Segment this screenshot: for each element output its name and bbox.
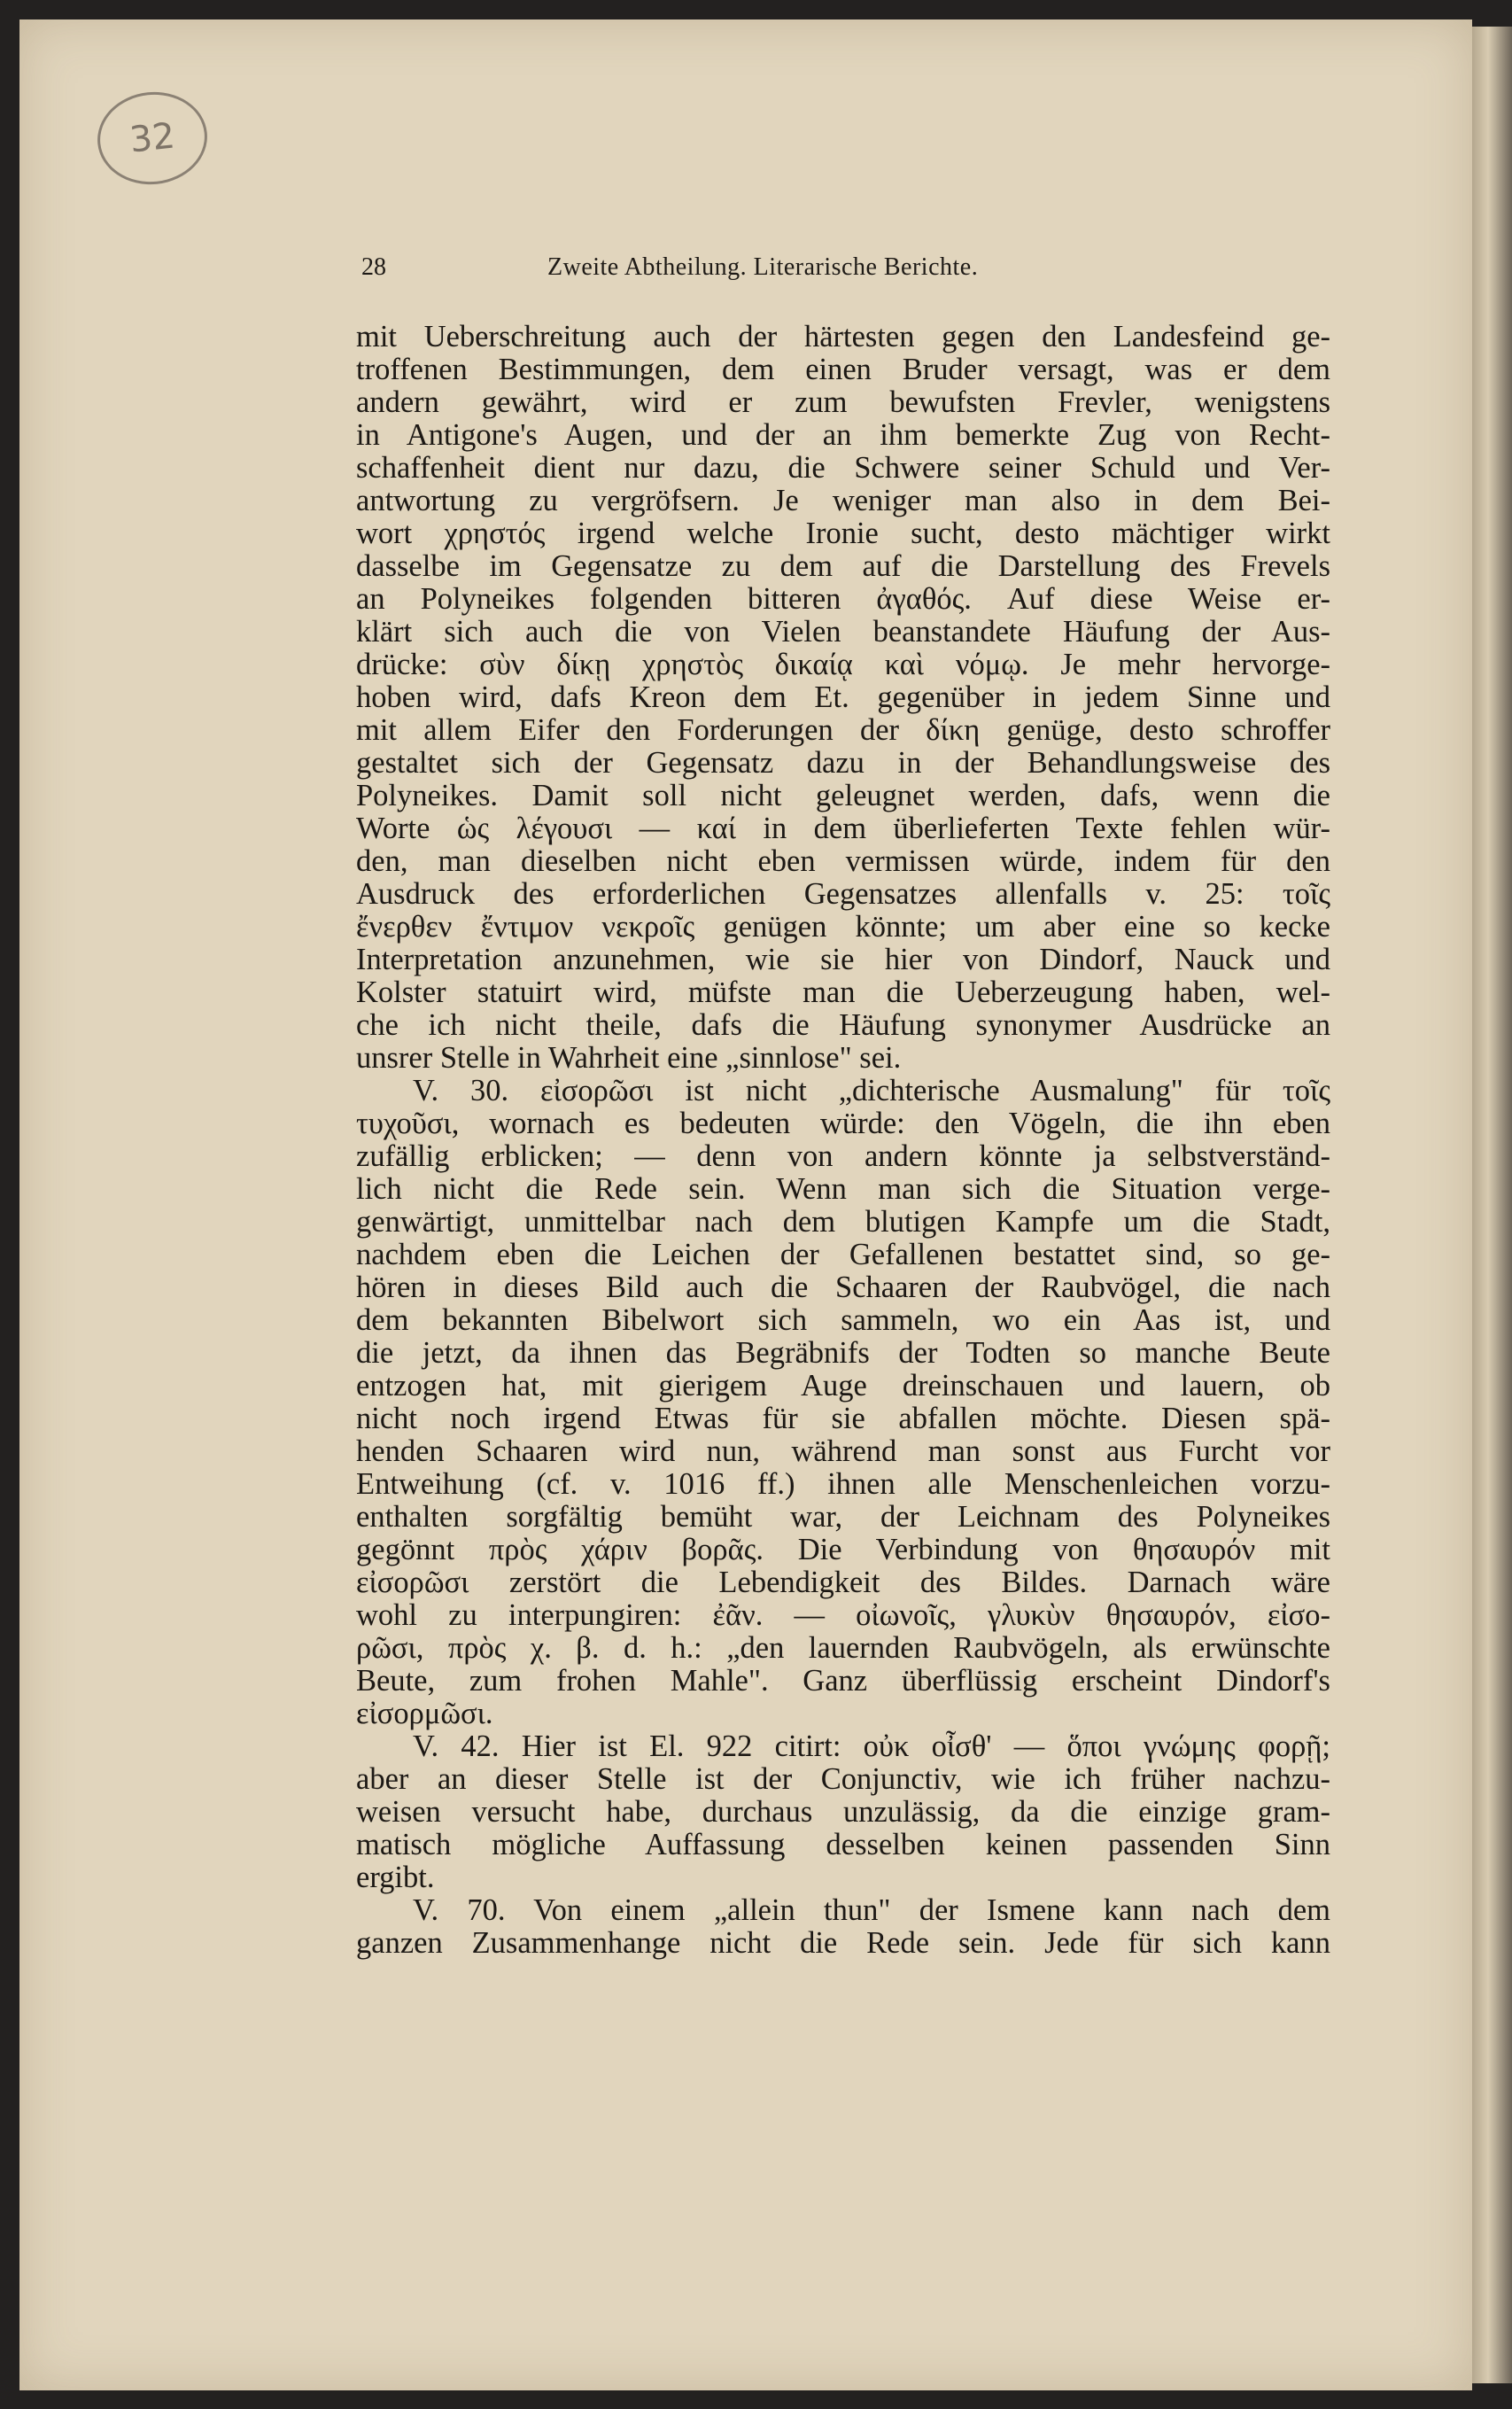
text-line: die jetzt, da ihnen das Begräbnifs der Todten so manche Beute — [356, 1336, 1330, 1370]
text-line: ergibt. — [356, 1861, 435, 1894]
document-page — [19, 19, 1472, 2390]
text-line: nicht noch irgend Etwas für sie abfallen möchte. Diesen spä- — [356, 1402, 1330, 1435]
text-line: Entweihung (cf. v. 1016 ff.) ihnen alle Menschenleichen vorzu- — [356, 1467, 1330, 1501]
text-line: schaffenheit dient nur dazu, die Schwere seiner Schuld und Ver- — [356, 451, 1330, 485]
text-line: dasselbe im Gegensatze zu dem auf die Darstellung des Frevels — [356, 549, 1330, 583]
text-line: ρῶσι, πρὸς χ. β. d. h.: „den lauernden Raubvögeln, als erwünschte — [356, 1631, 1330, 1665]
text-line: unsrer Stelle in Wahrheit eine „sinnlose" sei. — [356, 1041, 902, 1075]
text-line: troffenen Bestimmungen, dem einen Bruder versagt, was er dem — [356, 353, 1330, 386]
text-line: lich nicht die Rede sein. Wenn man sich die Situation verge- — [356, 1172, 1330, 1206]
text-line: wort χρηστός irgend welche Ironie sucht, desto mächtiger wirkt — [356, 517, 1330, 550]
text-line: Beute, zum frohen Mahle". Ganz überflüssig erscheint Dindorf's — [356, 1664, 1330, 1698]
text-line: drücke: σὺν δίκῃ χρηστὸς δικαίᾳ καὶ νόμῳ. Je mehr hervorge- — [356, 648, 1330, 681]
text-line: ἔνερθεν ἔντιμον νεκροῖς genügen könnte; um aber eine so kecke — [356, 910, 1330, 944]
text-line: V. 70. Von einem „allein thun" der Ismene kann nach dem — [413, 1893, 1330, 1927]
text-line: genwärtigt, unmittelbar nach dem blutigen Kampfe um die Stadt, — [356, 1205, 1330, 1239]
text-line: andern gewährt, wird er zum bewufsten Frevler, wenigstens — [356, 385, 1330, 419]
text-line: Ausdruck des erforderlichen Gegensatzes allenfalls v. 25: τοῖς — [356, 877, 1330, 911]
page-header — [361, 248, 1327, 287]
text-line: V. 42. Hier ist El. 922 citirt: οὐκ οἶσθ' — ὅποι γνώμης φορῇ; — [413, 1729, 1330, 1763]
text-line: klärt sich auch die von Vielen beanstandete Häufung der Aus- — [356, 615, 1330, 649]
text-line: hören in dieses Bild auch die Schaaren der Raubvögel, die nach — [356, 1271, 1330, 1304]
text-line: in Antigone's Augen, und der an ihm bemerkte Zug von Recht- — [356, 418, 1330, 452]
next-page-edge — [1472, 27, 1512, 2383]
text-line: τυχοῦσι, wornach es bedeuten würde: den Vögeln, die ihn eben — [356, 1107, 1330, 1140]
text-line: Interpretation anzunehmen, wie sie hier von Dindorf, Nauck und — [356, 943, 1330, 976]
text-line: antwortung zu vergröfsern. Je weniger man also in dem Bei- — [356, 484, 1330, 517]
text-line: gegönnt πρὸς χάριν βορᾶς. Die Verbindung von θησαυρόν mit — [356, 1533, 1330, 1566]
text-line: den, man dieselben nicht eben vermissen würde, indem für den — [356, 844, 1330, 878]
text-line: gestaltet sich der Gegensatz dazu in der Behandlungsweise des — [356, 746, 1330, 780]
text-line: wohl zu interpungiren: ἐᾶν. — οἰωνοῖς, γλυκὺν θησαυρόν, εἰσο- — [356, 1598, 1330, 1632]
text-line: ganzen Zusammenhange nicht die Rede sein. Jede für sich kann — [356, 1926, 1330, 1960]
text-line: aber an dieser Stelle ist der Conjunctiv, wie ich früher nachzu- — [356, 1762, 1330, 1796]
text-line: mit allem Eifer den Forderungen der δίκη genüge, desto schroffer — [356, 713, 1330, 747]
text-line: εἰσορμῶσι. — [356, 1697, 493, 1730]
running-title: Zweite Abtheilung. Literarische Berichte. — [547, 253, 979, 281]
text-line: mit Ueberschreitung auch der härtesten gegen den Landesfeind ge- — [356, 320, 1330, 354]
text-line: matisch mögliche Auffassung desselben keinen passenden Sinn — [356, 1828, 1330, 1861]
text-line: enthalten sorgfältig bemüht war, der Leichnam des Polyneikes — [356, 1500, 1330, 1534]
text-line: Kolster statuirt wird, müfste man die Ueberzeugung haben, wel- — [356, 975, 1330, 1009]
text-line: dem bekannten Bibelwort sich sammeln, wo ein Aas ist, und — [356, 1303, 1330, 1337]
text-line: Polyneikes. Damit soll nicht geleugnet werden, dafs, wenn die — [356, 779, 1330, 812]
text-line: henden Schaaren wird nun, während man sonst aus Furcht vor — [356, 1434, 1330, 1468]
text-line: nachdem eben die Leichen der Gefallenen bestattet sind, so ge- — [356, 1238, 1330, 1271]
text-line: V. 30. εἰσορῶσι ist nicht „dichterische Ausmalung" für τοῖς — [413, 1074, 1330, 1107]
stamp-number: 32 — [128, 115, 177, 161]
text-line: entzogen hat, mit gierigem Auge dreinschauen und lauern, ob — [356, 1369, 1330, 1403]
text-line: zufällig erblicken; — denn von andern könnte ja selbstverständ- — [356, 1139, 1330, 1173]
body-text — [356, 321, 1330, 1960]
page-number: 28 — [361, 253, 386, 281]
text-line: weisen versucht habe, durchaus unzulässig, da die einzige gram- — [356, 1795, 1330, 1829]
text-line: che ich nicht theile, dafs die Häufung synonymer Ausdrücke an — [356, 1008, 1330, 1042]
text-line: Worte ὡς λέγουσι — καί in dem überlieferten Texte fehlen wür- — [356, 812, 1330, 845]
library-stamp — [93, 87, 212, 190]
text-line: an Polyneikes folgenden bitteren ἀγαθός. Auf diese Weise er- — [356, 582, 1330, 616]
text-line: εἰσορῶσι zerstört die Lebendigkeit des Bildes. Darnach wäre — [356, 1566, 1330, 1599]
text-line: hoben wird, dafs Kreon dem Et. gegenüber in jedem Sinne und — [356, 680, 1330, 714]
